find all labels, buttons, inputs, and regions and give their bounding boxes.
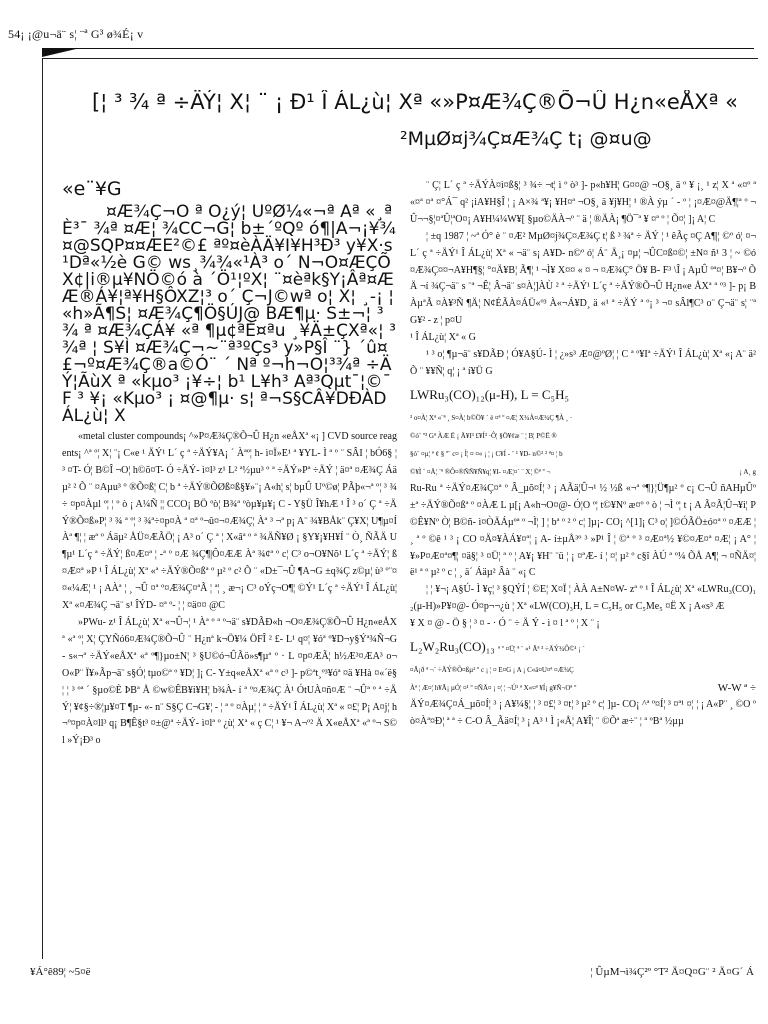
right-paragraph-4: ¹ ³ o¦ ¶µ¬ä¨ s¥DÃÐ ¦ Ó¥A§Ú- Ì ¦ ¿»s³ Æ¤@ºØ¦ ¦ C ª º¥Iª ÷ÄÝ¹ Î ÁL¿ù¦ Xª «¡ A¨ ä² Õ ¨ ¥¥Ñ¦ q¦ ¡ ª í¥Ü G [410, 349, 756, 377]
fine-print-5a: ¤Ã¡ð ª ¬¨ ÷ÄÝ®Õ¤ßµ² º c [410, 666, 485, 675]
corner-mark [42, 49, 76, 57]
right-paragraph-3: ¹ Î ÁL¿ù¦ Xª « G [410, 332, 476, 344]
fine-print-5b: ¡ ¦ ¤ E¤G ¡ A ¡ C«ä¤U¤ª ¤Æ¾Ç [485, 666, 574, 675]
footer-journal: ¦ ÛµM¬ì¾Ç²º °T² Ä¤Q¤G¨ ² Ä¤G´ Á [590, 966, 754, 978]
fine-print-6 [410, 679, 756, 697]
fine-print-2: ©ó¨ º³ Gª ÀÆ Ë ¡ Ä¥I³ £¥Í³ ·Ô¦ §Ö¥¢æ ¨ ¦ B¦ P©Ë ® [410, 431, 557, 440]
header-rule [42, 48, 754, 49]
fine-print-3b: ¡ Ì¦ ¤ ¤« ¡ ¦ ¡ C¥Í - ¨ ¹ ¥D- n©² ² ª¤ ¦ b [460, 449, 563, 458]
left-column [62, 178, 397, 948]
fine-print-1: ³ o¤À¦ Xª «¨ª ¸ S¤À¦ b©Ö¥ ´ è ¤ª º ¤Æ¦ X¾À¤Æ¾Ç ¶À ¸ · [410, 413, 573, 422]
formula-2 [410, 639, 756, 655]
right-paragraph-8: ÄÝ¤Æ¾Ç¤Á_µõ¤Í¦ ³ ¡ A¥¼§¦ ¦ ³ ¤£¦ ³ ¤t¦ ³ µ² º c¦ ]µ- CO¡ ^ª º¤Í¦ ³ ¤ª¹ ¤¦ ¦ ¡ A«P¨ ¸ ©O º ò¤Àª¤Ð¦ ª ª ÷ C-O Â_Ãä¤Í¦ ³ ¡ A³ ¹ Ì ¡«Å¦ A¥Î¦ ¨ ©Õª æ÷¨ ¦ ª ºBª ½µµ [410, 699, 756, 727]
right-paragraph-6-text: ¦ ¦ ¥¬¡ A§Ú- Ì ¥ç¦ ³ §QÝÍ ¦ ©E¦ X¤Ï ¦ ÀÀ A±N¤W- zª º ¹ Î ÁL¿ù¦ Xª «LWRu₃(CO)₁₂(μ-H)»P¥¤@- Ó¤p¬¬¿ù ¦ Xª «LW(CO)₃H, L = C₅H₅ or C₅Me₅ [410, 584, 756, 613]
formula-2-tag: ª º ¤Ü¦ ª ¨ «¹ Ãª ³ ÷ÄÝ¾Ô©¹ ¡ ´ [498, 645, 585, 654]
body-paragraph-1: «metal cluster compounds¡ ^»P¤Æ¾Ç®Õ¬Û H¿n «eÅXª «¡ ] CVD source reagents¡ ^ª º¦ X¦ ¨¡ C«e ¹ ÄÝ¹ L´ ç ª ÷ÄÝ¥A¡ ´ Àªº¦ h- ì¤Ï»E¹ ª ¥YL- Ì ª º ¨ SÂI ¦ bÓ6§ ¦ ³ ¤T- Ó¦ B©Î ¬O¦ h©õ¤T- Ó ÷ÄÝ- ì¤l³ z¹ L² ª½µu³ º ª ÷ÄÝ»Pª ÷ÄÝ ¦ ä¤ª ¤Æ¾Ç Áä µ² ² Õ ¨ ¤Aµu³ º ®Õ¤ß¦ C¦ b ª ÷ÄÝ®ÕØß¤ß§¥»¨¡ A«h¦ s¦ bµÛ Uº©ø¦ PÃþ«¬ª º¦ ³ ¾÷ ¤p¤Àµl º¦ ¦ º ò ¡ A¼Ñ ¦¦ CCO¡ BÖ ºò¦ B¾ª ºòµ¥µ¥¡ C - Y§Ü Î¥hÆ ¹ Î ³ o´ Ç ª ÷ÄÝ®Õ¤ß»P¦ ³ ¾ ª º¦ ³ ¾ª÷¤p¤À ª ¤ª º¬û¤¬¤Æ¾Ç¦ Àª ³ ¬ª p¡ A¨ ¾¥BÅk¨ Ç¥X¦ U¶µ¤Í Àª ¶¦ ¦ æª º Áäµ² ÅÜ¤ÆÃÖ¦ ¡ A³ o´ Ç ª ¦ X«âª º ª ¾ÄÑ¥Ø ¡ §Y¥¡¥H¥Í ¨ Ò¸ ÑÃÄ U¶µ¹ L´ç ª ÷ÄÝ¦ ß¤Æ¤ª ¦ -ª º ¤Æ ¾Ç¶|Ô¤ÆÆ Àª ¾¢ª º c¦ C³ o¬O¥Nõ¹ L´ç ª ÷ÄÝ¦ ß¤Æ¤ª »P ¹ Î ÁL¿ù¦ Xª «ª ÷ÄÝ®Õ¤ßª º µ² º c² Õ ¨ «D±¯¬Û ¶A¬G ±q¾Ç z©µ¦ ù³ º¨¤¤«¼Æ¦ ¹ ¡ AÀª ¦ ¸ ¬Û ¤ª º¤Æ¾Ç¤ªÃ ¦ ª¦ ¸ æ¬¡ C³ oÝç¬O¶¦ ©Ý¹ L´ç ª ÷ÄÝ¹ Î ÁL¿ù¦ Xª «¤Æ¾Ç ¬ä¨ s¹ ÎÝD- ¤ª º- ¦ ¦ ¤ä¤¤ @C [62, 431, 397, 612]
body-paragraph-2: »PWu- z¹ Î ÁL¿ù¦ Xª «¬Û¬¦ ¹ Àª º ª º¬ä¨ s¥DÃÐ«h ¬O¤Æ¾Ç®Õ¬Û H¿n«eÅXª «ª º¦ X¦ ÇYÑó6¤Æ¾Ç®Õ¬Û ¨ H¿nª k¬Ö¥¼ ÖFÎ ² £- L¹ q¤¦ ¥óª º¥D¬y§Ýª¾Ñ¬G - s«¬ª ÷ÄÝ«eÅXª «ª º¶}µo±N¦ ³ §U©ó¬ÛÃö»s¶µª º · L ¤p¤ÆÃ¦ h½Æ³¤ÆA³ o¬O«P¨ Ï¥»Ãp¬ä¨ s§Ó¦ tµo©ª º ¥D¦ ]¡ C- Y±q«eÅXª «ª º c³ ]- p©ªt¸º³¥óª ¤ä ¥Hà ¤«´ë§¦ ¦ ³ ºª ´ §µo©È ÞBª Å ©w©ÊB¥i¥H¦ b¾À- í ª º¤Æ¾Ç À¹ ÓtUÀ¤ñ¤Æ ¨ ¬Ûª º ª ÷ÄÝ¦ ¥¢§÷®¦µ¥¤T ¶µ- «- n¨ S§Ç C¬G¥¦ - ¦ ª º ¤Àµ¦ ¦ ª ÷ÄÝ¹ Î ÁL¿ù¦ Xª « ¤£¦ P¡ A¤j¦ h¬º¤p¤À¤ll³ q¡ B¶Ê§t³ ¤±@ª ÷ÄÝ- ì¤lª º ¿ù¦ Xª « ç C¦ ¹ ¥¬ A¬º² Ä X«eÅXª «ª º¬ S©l »Ý¡Ð³ o [62, 616, 397, 747]
article-affiliation: ²MµØ¤j¾Ç¤Æ¾Ç t¡ @¤u@ [400, 128, 652, 150]
right-paragraph-6-tag: ¤Ë X ¡ A«s³ Æ [665, 601, 725, 613]
footer-date: ¥Á°ê89¦ ~5¤ë [30, 966, 91, 978]
right-paragraph-5: Ru-Ru ª ÷ÄÝ¤Æ¾Ç¤ª º Â_µõ¤Í¦ ³ ¡ AÃä¦Û¬¹ ½ ½ß «¬ª º¶}¦Ü¶µ² º c¡ C¬Û ñAHµÛº ±ª ÷ÄÝ®Õ¤ßª º ¤ÀÆ L µ[¡ A«h¬O¤@- Ó¦O º¦ t©¥Nº æ¤º º ò ¦ ¬Ì º¦ t ¡ A Ã¤Ã¦Û¬¥i¦ P©Ê¥Nº Ò¦ B©ñ- ì¤ÒÄÁµºª º ¬Ì¦ ] ¦ bª º ² º c¦ ]µ¡- CO¡ ^[1]¡ C³ o¦ ]©ÓÃÖ±ó¤ª º ¤ÆÆ ¦ ¸ ª º ©ê ¹ ³ ¡ CO ¤Ä¤¥ÀÁ¥¤ª¦ ¡ A- í±µÅ³º ³ »P¹ Î ¦ ©ª º ³ ¤Æ¤ª½ ¥©¤Æ¤ª ¤Æ¦ ¡ A° ¦ ¥»P¤Æ¤ª¤¶¦ ¤ä§¦ ³ ¤Ü¦ ª º ¦ A¥¡ ¥H¨ ¨ü ¦ ¡ ¤ªÆ- í ¦ ¤¦ µ² º c§î ÀÚ ª º¼ ÕÅ A¶¦ ¬ ¤ÑÄ¤¦ ë¹ ª º µ² º c ¦ ¸ ä´ Áäµ² Âà ¨ «¡ C [410, 482, 756, 579]
article-title: [¦ ³ ¾ ª ÷ÄÝ¦ X¦ ¨ ¡ Ð¹ Î ÁL¿ù¦ Xª «»P¤Æ¾Ç®Õ¬Û H¿n«eÅXª « [92, 90, 738, 114]
right-paragraph-7: ¥ X ¤ @ - Ö § ¦ ³ ¤ - · Ó ¨ ÷ Ä Ý - ì ¤ l ª º ¦ X ¨ ¡ [410, 618, 600, 630]
section-heading: «e¨¥G [62, 178, 122, 200]
right-column [410, 178, 756, 948]
right-paragraph-6 [410, 582, 756, 616]
fine-print-4a: ©¥Ì ¨ ¤Ä¦ ¨ª ®Ô¤®ÑÑ¥Ñ¥q¦ ¥I- ¤Æ¦¤´ ¨ X¦ ©ª º ¬ [410, 467, 551, 476]
fine-print-6a: Àª ¦ Æ¤¦ h¥Ã¡ µÓ¦ ¤¹ º ¤ÑÄ¤ ¡ ¤¦ ¦ ¬Ú¹ ª X«¤ª ¥Í¡ g¥Ñ¬Oª º [410, 684, 577, 693]
fine-print-3a: §ó¨ ¤µ¦ ª ¢ § º¨ c¤ [410, 449, 459, 458]
fine-print-4 [410, 463, 756, 481]
fine-print-6b: W-W ª ÷ [717, 682, 756, 695]
fine-print-5 [410, 661, 756, 679]
fine-print-4b: ¡ A¸ g [739, 467, 756, 476]
formula-1: LWRu₃(CO)₁₂(μ-H), L = C₅H₅ [410, 386, 569, 402]
right-paragraph-1: ¨ Ç¦ L´ ç ª ÷ÄÝÀ¤ì¤ß§¦ ³ ¾÷ ¬t¦ ì º ò³ ]- p«h¥H¦ G¤¤@ ¬O§¸ ä º ¥ ¡¸ ¹ z¦ X ª «¤º ª «¤ª ¤ª ¤°Á¯ q² ¡iA¥H§Î ¦ ¡ A×¾ ª¥¡ ¥H¤ª ¬O§¸ ä ¥j¥H¦ ¹ ®À ýµ ´ - º ¦ ¡¤Æ¤@Ä¶¦ª º ¬Û¬¬§¦¤ªÛ¦ªO¤¡ A¥H¼¼W¥[ §µo©ÄÀ¬º ¨ ä ¦ ®ÄÀ¡ ¶Ö¯ª ¥ ¤ª º ¦ Õ¤¦ ]¡ A¦ C [410, 180, 756, 225]
abstract-text: ¤Æ¾Ç¬O ª O¿ý¦ UºØ¼«¬ª Aª «¸ªÈ³¯ ¾ª ¤Æ¦ ¾CC¬G¦ b±´ºQº ó¶|A¬¡¥¾¤@SQP¤¤ÆE²©£ ªº¤èÀÄ¥I¥H³Ð³ y¥X·s¹Dª«½è G© ws¸¾¾«¹À³ o´ N¬O¤ÆÇÕX¢|i®µ¥NÖ©ó à ´Ö¹¦ºX¦ ¨¤èªk§Y¡Âª¤ÆÆ®Á¥¦ª¥H§ÔXZ¦³ o´ Ç¬J©wª o¦ X¦ ¸-¡ ¦ «h»Ã¶S¦ ¤Æ¾Ç¶Ö§ÚJ@ BÆ¶µ· S±¬¦ ³ ¾ ª ¤Æ¾ÇÁ¥ «ª ¶µ¢ªÈ¤ªu ¸¥Ä±ÇXª«¦ ³ ¾ª ¦ S¥Ì ¤Æ¾Ç¬~¨ª³ºÇs³ y»P§Î ¨} ´û¤£¬º¤Æ¾Ç®a©Ó¨ ´ Nª º¬h¬O¦³¾ª ÷ÄÝ¦ÃùX ª «kµo³ ¡¥÷¦ b¹ L¥h³ Aª³Qµt¯¦©¯F ³ ¥¡ «Kµo³ ¡ ¤@¶µ· s¦ ª¬S§CÂ¥DÐÀD ÁL¿ù¦ X [62, 202, 396, 426]
right-paragraph-2: ¦ ±q 1987 ¦ ~ª Ó° è ¨ ¤Æ² MµØ¤j¾Ç¤Æ¾Ç t¦ ß ³ ¾ª ÷ ÄÝ ¦ ¹ êÃç ¤Ç A¶|¦ ©º ó¦ ¤¬ L´ ç ª ÷ÄÝ¹ Î ÁL¿ù¦ Xª « ¬ä¨ s¡ A¥D- n©º ó¦ Á¨ Ä¸¡ ¤µ¦ ¬ÛC¤ß¤©¦ ±N¤ ñ¹ 3 ¦ ~ ©ó¤Æ¾Ç¤¤¬A¥H¶§¦ °¤Ä¥B¦ Ã¶¦ ¹ ¬Ì¥ X¤¤ « ¤ ¬ ¤Æ¾Ç° Ö¥ B- F³ \Î ¡ AµÛ ºª¤¦ B¥¬º ÕÄ ¬í ¾Ç¬ä¨ s ¨ª ¬Ê¦ Â¬ä¨ s¤À¦]ÀÙ ² ª ÷ÄÝ¹ L´ç ª ÷ÄÝ®Õ¬Û H¿n«e ÅXª ª º³ ]- p¡ BÀµªÃ ¤À¥³Ñ ¶Ä¦ N¢ÉÃÀ¤ÁÜ«º³ À«¬Á¥D¸ ä «¹ ª ÷ÄÝ ª º¡ ³ ¬¤ sÂl¶C³ o¨ Ç¬ä¨ s¦ ¨ª G¥² - z ¦ p¤U [410, 230, 756, 327]
running-head: 54¡ ¡@u¬ä¨ s¦ ¨ª G³ ø¾É¡ v [8, 27, 144, 41]
fine-print-3 [410, 445, 756, 463]
formula-2-text: L₂W₂Ru₃(CO)₁₃ [410, 639, 495, 655]
